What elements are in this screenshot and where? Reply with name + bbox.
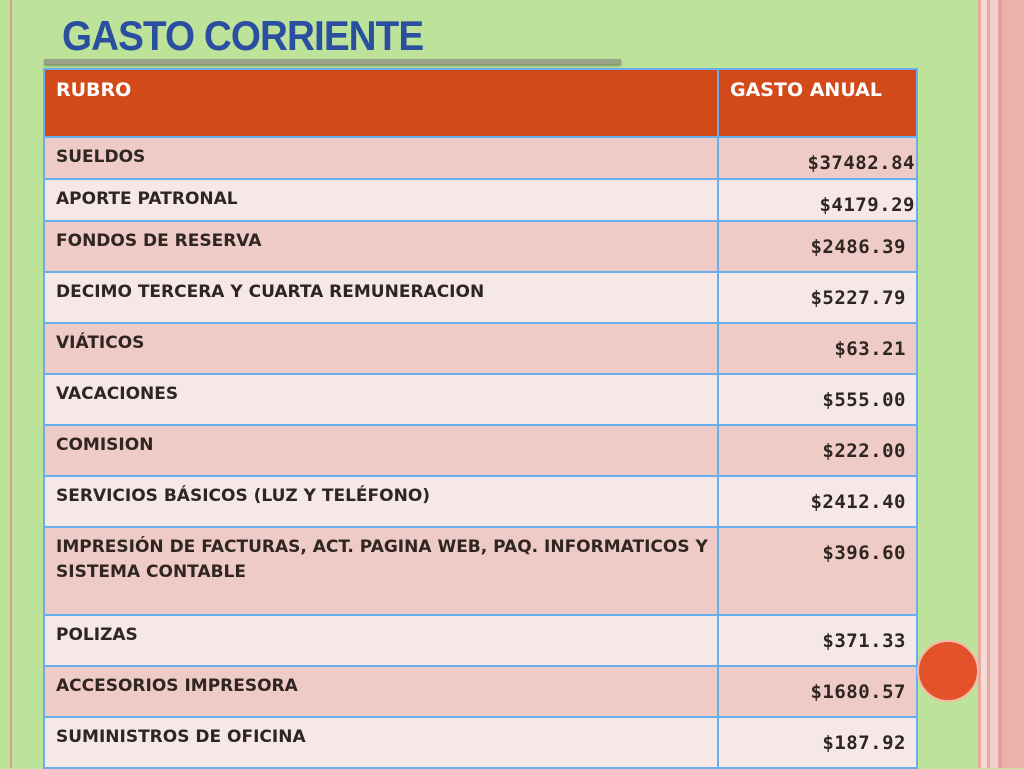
gasto-cell: $396.60 bbox=[718, 527, 917, 615]
rubro-cell: APORTE PATRONAL bbox=[44, 179, 718, 221]
rubro-cell: IMPRESIÓN DE FACTURAS, ACT. PAGINA WEB, PAQ. INFORMATICOS Y SISTEMA CONTABLE bbox=[44, 527, 718, 615]
gasto-cell: $187.92 bbox=[718, 717, 917, 768]
rubro-cell: FONDOS DE RESERVA bbox=[44, 221, 718, 272]
gasto-cell: $4179.29 bbox=[718, 179, 917, 221]
table-row bbox=[44, 615, 917, 666]
column-header-rubro: RUBRO bbox=[44, 69, 718, 137]
table-row bbox=[44, 527, 917, 615]
gasto-cell: $1680.57 bbox=[718, 666, 917, 717]
table-row bbox=[44, 374, 917, 425]
gasto-cell: $37482.84 bbox=[718, 137, 917, 179]
gasto-cell: $2486.39 bbox=[718, 221, 917, 272]
page-title: GASTO CORRIENTE bbox=[62, 12, 424, 59]
table-row bbox=[44, 666, 917, 717]
title-underline bbox=[44, 59, 621, 64]
right-decorative-stripe bbox=[990, 0, 998, 768]
rubro-cell: SERVICIOS BÁSICOS (LUZ Y TELÉFONO) bbox=[44, 476, 718, 527]
rubro-cell: COMISION bbox=[44, 425, 718, 476]
gasto-cell: $63.21 bbox=[718, 323, 917, 374]
table-row bbox=[44, 272, 917, 323]
table-row bbox=[44, 179, 917, 221]
rubro-cell: VACACIONES bbox=[44, 374, 718, 425]
table-row bbox=[44, 717, 917, 768]
left-decorative-line bbox=[10, 0, 12, 768]
table-header-row bbox=[44, 69, 917, 137]
table-row bbox=[44, 476, 917, 527]
gasto-cell: $5227.79 bbox=[718, 272, 917, 323]
rubro-cell: DECIMO TERCERA Y CUARTA REMUNERACION bbox=[44, 272, 718, 323]
rubro-cell: POLIZAS bbox=[44, 615, 718, 666]
rubro-cell: SUMINISTROS DE OFICINA bbox=[44, 717, 718, 768]
table-row bbox=[44, 221, 917, 272]
rubro-cell: ACCESORIOS IMPRESORA bbox=[44, 666, 718, 717]
column-header-gasto-anual: GASTO ANUAL bbox=[718, 69, 917, 137]
expense-table bbox=[43, 68, 918, 769]
right-decorative-stripe bbox=[1002, 0, 1024, 768]
gasto-cell: $555.00 bbox=[718, 374, 917, 425]
gasto-cell: $222.00 bbox=[718, 425, 917, 476]
gasto-cell: $371.33 bbox=[718, 615, 917, 666]
rubro-cell: VIÁTICOS bbox=[44, 323, 718, 374]
table-row bbox=[44, 323, 917, 374]
table-row bbox=[44, 425, 917, 476]
table-row bbox=[44, 137, 917, 179]
gasto-cell: $2412.40 bbox=[718, 476, 917, 527]
decorative-circle bbox=[917, 640, 979, 702]
rubro-cell: SUELDOS bbox=[44, 137, 718, 179]
